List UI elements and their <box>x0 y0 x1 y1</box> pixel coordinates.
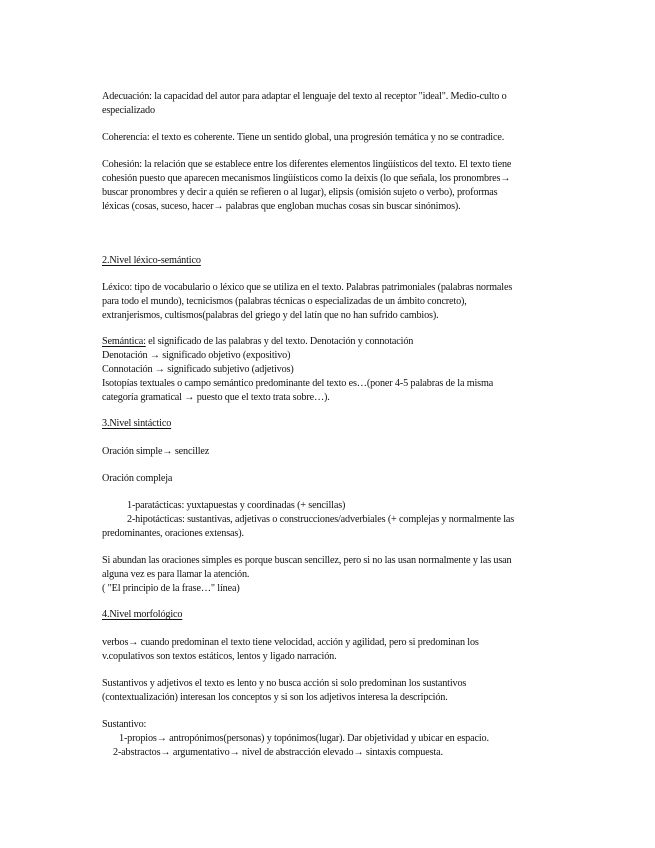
parataticas-line: 1-paratácticas: yuxtapuestas y coordinadas (+ sencillas) <box>127 500 346 511</box>
cohesion-line-4: léxicas (cosas, suceso, hacer→ palabras que engloban muchas cosas sin buscar sinónimos). <box>102 201 461 212</box>
section-heading-sintactico: 3.Nivel sintáctico <box>102 418 172 429</box>
hipotacticas-line-1: 2-hipotácticas: sustantivas, adjetivas o construcciones/adverbiales (+ complejas y normalmente las <box>127 514 515 525</box>
abundan-line-2: alguna vez es para llamar la atención. <box>102 569 250 580</box>
cohesion-line-2: cohesión puesto que aparecen mecanismos lingüísticos como la deixis (lo que señala, los pronombres→ <box>102 173 511 184</box>
oracion-compleja-line: Oración compleja <box>102 473 173 484</box>
semantica-text: el significado de las palabras y del texto. Denotación y connotación <box>145 336 414 347</box>
lexico-line-3: extranjerismos, cultismos(palabras del griego y del latín que no han sufrido cambios). <box>102 310 439 321</box>
adecuacion-line-1: Adecuación: la capacidad del autor para adaptar el lenguaje del texto al receptor "ideal". Medio-culto o <box>102 91 507 102</box>
coherencia-line-1: Coherencia: el texto es coherente. Tiene un sentido global, una progresión temática y no se contradice. <box>102 132 505 143</box>
isotopias-line-1: Isotopías textuales o campo semántico predominante del texto es…(poner 4-5 palabras de la misma <box>102 378 494 389</box>
isotopias-line-2: categoría gramatical → puesto que el texto trata sobre…). <box>102 392 330 403</box>
verbos-line-1: verbos→ cuando predominan el texto tiene velocidad, acción y agilidad, pero si predominan los <box>102 637 479 648</box>
adecuacion-line-2: especializado <box>102 105 155 116</box>
verbos-line-2: v.copulativos son textos estáticos, lentos y ligado narración. <box>102 651 337 662</box>
semantica-line <box>102 335 413 349</box>
propios-line: 1-propios→ antropónimos(personas) y topónimos(lugar). Dar objetividad y ubicar en espacio. <box>119 733 489 744</box>
semantica-label: Semántica: <box>102 336 146 347</box>
lexico-line-2: para todo el mundo), tecnicismos (palabras técnicas o especializadas de un ámbito concreto), <box>102 296 467 307</box>
cohesion-line-1: Cohesión: la relación que se establece entre los diferentes elementos lingüísticos del texto. El texto tiene <box>102 159 512 170</box>
oracion-simple-line: Oración simple→ sencillez <box>102 446 210 457</box>
section-heading-lexico-semantico: 2.Nivel léxico-semántico <box>102 255 201 266</box>
sustantivos-adjetivos-line-2: (contextualización) interesan los conceptos y si son los adjetivos interesa la descripción. <box>102 692 448 703</box>
sustantivos-adjetivos-line-1: Sustantivos y adjetivos el texto es lento y no busca acción si solo predominan los sustantivos <box>102 678 467 689</box>
abundan-line-1: Si abundan las oraciones simples es porque buscan sencillez, pero si no las usan normalmente y las usan <box>102 555 512 566</box>
denotacion-line: Denotación → significado objetivo (expositivo) <box>102 350 291 361</box>
cohesion-line-3: buscar pronombres y decir a quién se refieren o al lugar), elipsis (omisión sujeto o verbo), proformas <box>102 187 498 198</box>
sustantivo-label: Sustantivo: <box>102 719 147 730</box>
abundan-line-3: ( "El principio de la frase…" línea) <box>102 583 240 594</box>
section-heading-morfologico: 4.Nivel morfológico <box>102 609 183 620</box>
connotacion-line: Connotación → significado subjetivo (adjetivos) <box>102 364 294 375</box>
lexico-line-1: Léxico: tipo de vocabulario o léxico que se utiliza en el texto. Palabras patrimoniales (palabras normales <box>102 282 513 293</box>
hipotacticas-line-2: predominantes, oraciones extensas). <box>102 528 244 539</box>
abstractos-line: 2-abstractos→ argumentativo→ nivel de abstracción elevado→ sintaxis compuesta. <box>113 747 443 758</box>
